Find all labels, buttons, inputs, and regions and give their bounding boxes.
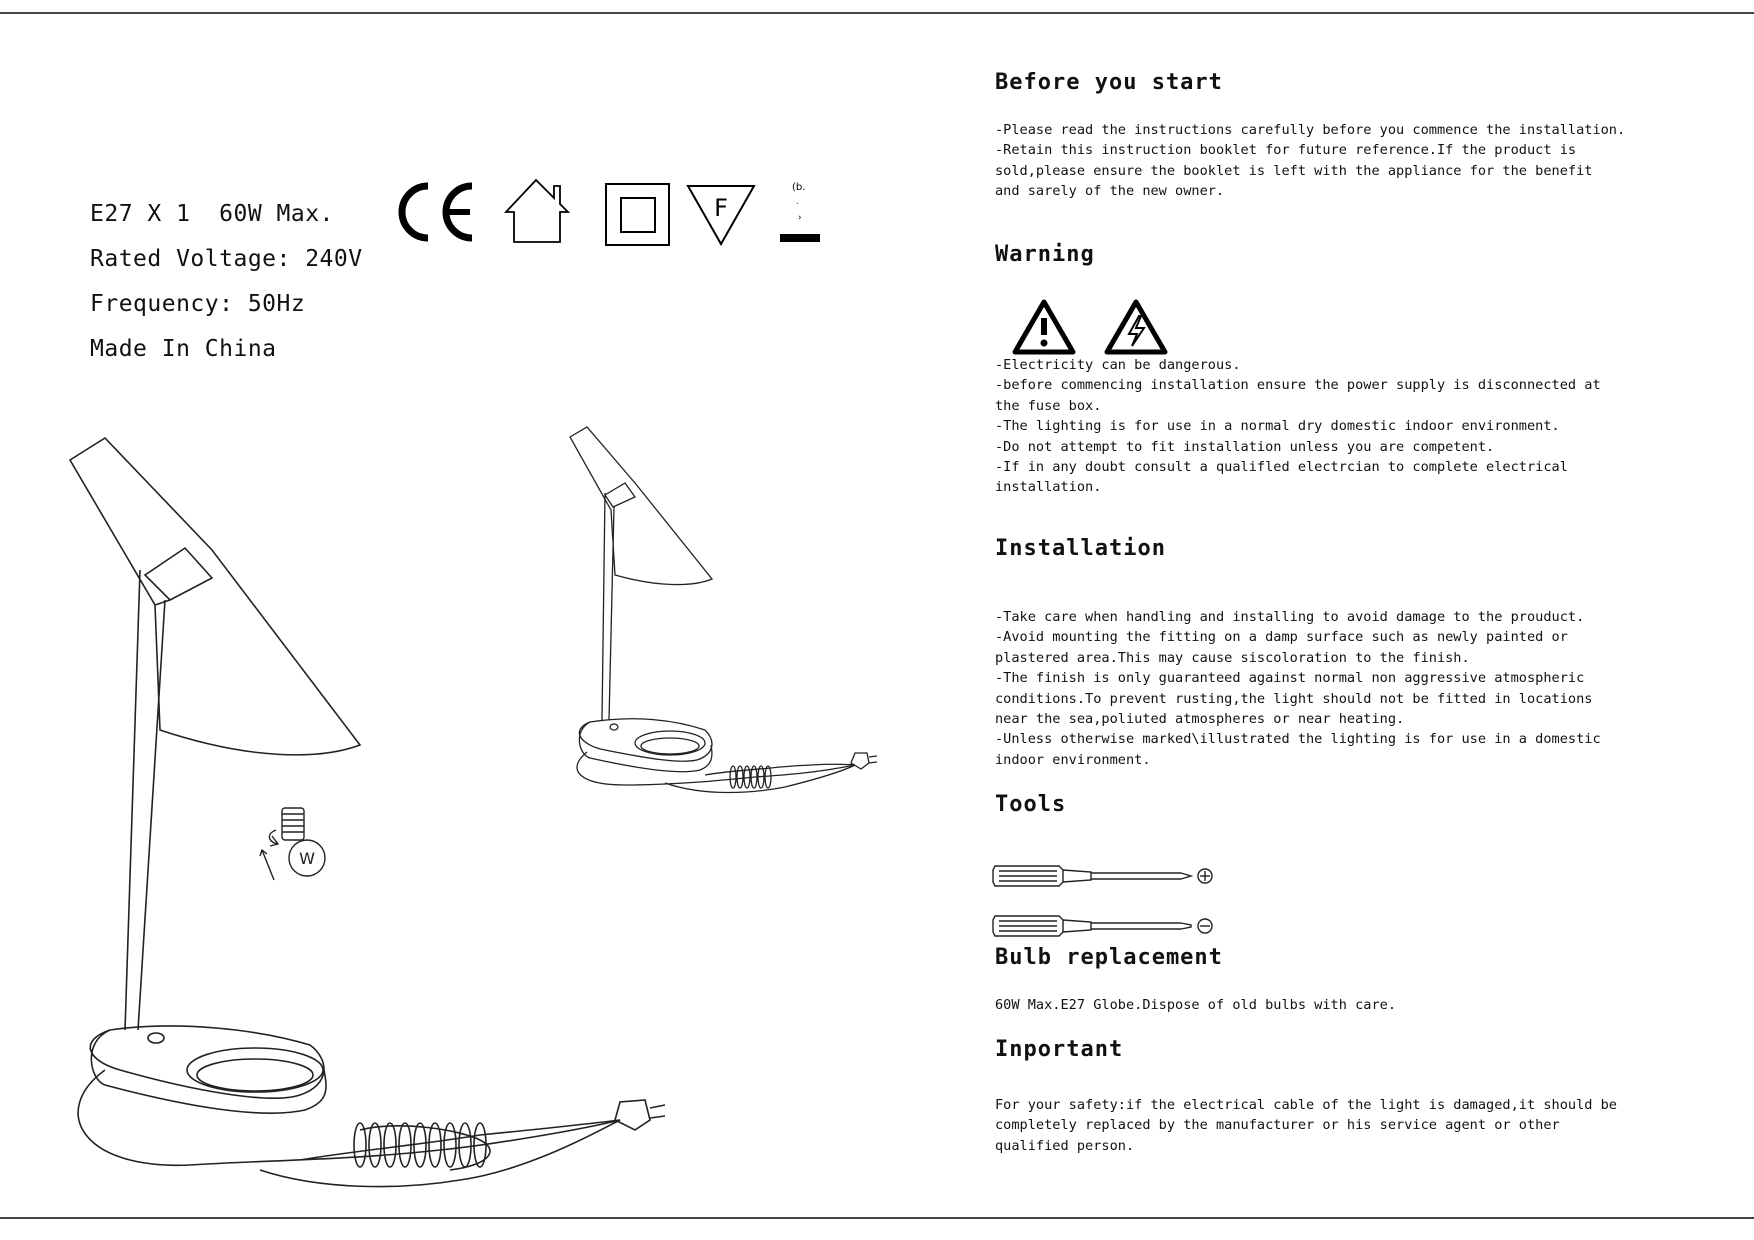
warning-line: installation. — [995, 479, 1102, 496]
svg-text:.: . — [796, 197, 799, 206]
warning-title: Warning — [995, 242, 1095, 267]
bulb-text — [995, 995, 1396, 1015]
caution-exclamation-icon — [1011, 298, 1077, 360]
spec-frequency: Frequency: 50Hz — [90, 291, 306, 317]
top-rule — [0, 12, 1754, 14]
important-line: completely replaced by the manufacturer or his service agent or other — [995, 1117, 1560, 1134]
before-title: Before you start — [995, 70, 1223, 95]
important-text — [995, 1095, 1617, 1156]
bottom-rule — [0, 1217, 1754, 1219]
installation-line: -The finish is only guaranteed against normal non aggressive atmospheric — [995, 670, 1585, 687]
warning-text — [995, 355, 1601, 498]
installation-line: near the sea,poliuted atmospheres or near heating. — [995, 711, 1405, 728]
installation-line: indoor environment. — [995, 751, 1151, 768]
installation-line: plastered area.This may cause siscoloration to the finish. — [995, 649, 1470, 666]
warning-line: -The lighting is for use in a normal dry domestic indoor environment. — [995, 418, 1560, 435]
spec-voltage: Rated Voltage: 240V — [90, 246, 363, 272]
lamp-small-illustration — [565, 425, 885, 809]
svg-text:›: › — [798, 213, 802, 223]
bin-disposal-icon — [778, 180, 822, 250]
specs-block — [90, 192, 363, 372]
important-line: qualified person. — [995, 1137, 1135, 1154]
tools-title: Tools — [995, 792, 1067, 817]
installation-title: Installation — [995, 536, 1166, 561]
before-text — [995, 120, 1625, 202]
spec-bulb: E27 X 1 60W Max. — [90, 201, 334, 227]
caution-electric-icon — [1103, 298, 1169, 360]
ce-mark-icon — [398, 180, 478, 248]
f-mark-letter: F — [714, 194, 728, 222]
bulb-label: W — [299, 849, 315, 868]
indoor-use-house-icon — [502, 176, 572, 250]
warning-line: -Electricity can be dangerous. — [995, 357, 1241, 373]
svg-text:(b.: (b. — [792, 182, 806, 193]
spec-origin: Made In China — [90, 336, 277, 362]
installation-line: conditions.To prevent rusting,the light should not be fitted in locations — [995, 690, 1593, 707]
warning-line: -Do not attempt to fit installation unless you are competent. — [995, 438, 1495, 455]
installation-text — [995, 607, 1601, 770]
phillips-screwdriver-icon — [991, 860, 1221, 896]
before-line: -Retain this instruction booklet for future reference.If the product is — [995, 142, 1577, 159]
installation-line: -Take care when handling and installing to avoid damage to the prouduct. — [995, 609, 1585, 625]
warning-line: the fuse box. — [995, 397, 1102, 414]
flathead-screwdriver-icon — [991, 910, 1221, 946]
before-line: sold,please ensure the booklet is left with the appliance for the benefit — [995, 162, 1593, 179]
installation-line: -Unless otherwise marked\illustrated the lighting is for use in a domestic — [995, 731, 1601, 748]
bulb-line: 60W Max.E27 Globe.Dispose of old bulbs with care. — [995, 997, 1397, 1013]
bulb-title: Bulb replacement — [995, 945, 1223, 970]
important-line: For your safety:if the electrical cable of the light is damaged,it should be — [995, 1097, 1617, 1113]
important-title: Inportant — [995, 1037, 1124, 1062]
warning-line: -If in any doubt consult a qualifled electrcian to complete electrical — [995, 459, 1568, 476]
f-mark-icon — [686, 184, 756, 250]
installation-line: -Avoid mounting the fitting on a damp surface such as newly painted or — [995, 629, 1568, 646]
before-line: -Please read the instructions carefully before you commence the installation. — [995, 122, 1626, 138]
before-line: and sarely of the new owner. — [995, 183, 1225, 200]
bulb-illustration — [258, 800, 348, 894]
warning-line: -before commencing installation ensure the power supply is disconnected at — [995, 377, 1601, 394]
double-insulation-icon — [604, 182, 672, 252]
